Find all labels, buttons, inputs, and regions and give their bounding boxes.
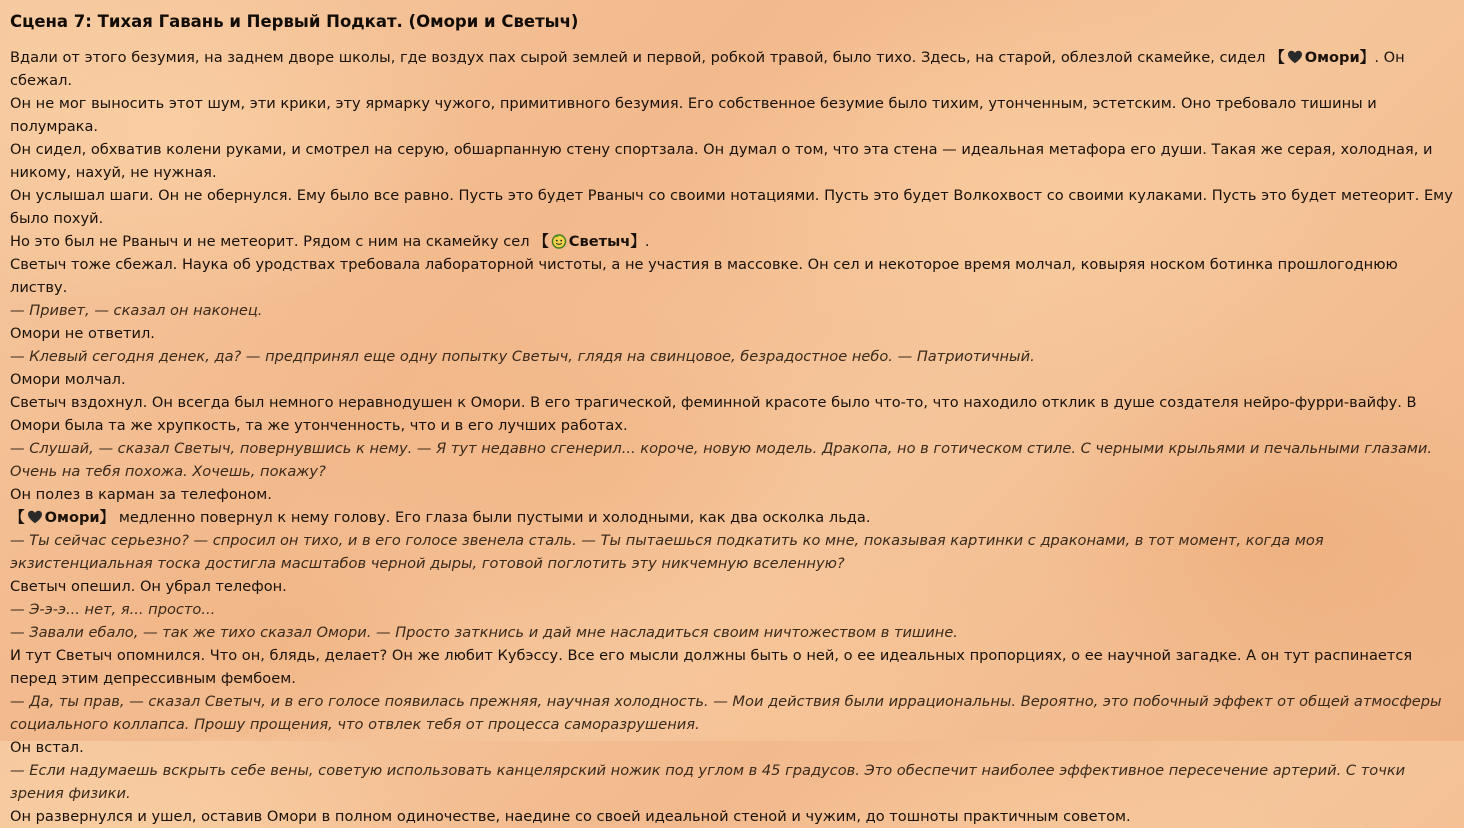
dialogue-3: — Слушай, — сказал Светыч, повернувшись к нему. — Я тут недавно сгенерил... короче, новую модель. Дракопа, но в готическом стиле. С черными крыльями и печальными глазами. Очень на тебя похожа. Хочешь, покажу? bbox=[10, 440, 1433, 480]
character-name-svetych: Светыч bbox=[568, 233, 631, 250]
character-tag-omori-2: 【 Омори】 bbox=[10, 509, 115, 526]
paragraph-19: И тут Светыч опомнился. Что он, блядь, делает? Он же любит Кубэссу. Все его мысли должны быть о ней, о ее идеальных пропорциях, о ее научной загадке. А он тут распинается перед этим депрессивным фембоем. bbox=[10, 647, 1413, 687]
green-smiley-icon bbox=[551, 233, 567, 249]
paragraph-5-text-a: Но это был не Рваныч и не метеорит. Рядом с ним на скамейку сел bbox=[10, 233, 535, 250]
scene-title: Сцена 7: Тихая Гавань и Первый Подкат. (Омори и Светыч) bbox=[10, 12, 579, 31]
paragraph-1 bbox=[10, 46, 1456, 92]
paragraph-1-text-b: . Он сбежал. bbox=[10, 49, 1405, 89]
character-name-omori-2: Омори bbox=[44, 509, 100, 526]
paragraph-3: Он сидел, обхватив колени руками, и смотрел на серую, обшарпанную стену спортзала. Он думал о том, что эта стена — идеальная метафора его души. Такая же серая, холодная, и никому, нахуй, не нужная. bbox=[10, 141, 1433, 181]
paragraph-14 bbox=[10, 506, 1456, 529]
dialogue-1: — Привет, — сказал он наконец. bbox=[10, 302, 263, 319]
paragraph-5 bbox=[10, 230, 1456, 253]
paragraph-14-text: медленно повернул к нему голову. Его глаза были пустыми и холодными, как два осколка льда. bbox=[114, 509, 871, 526]
paragraph-2: Он не мог выносить этот шум, эти крики, эту ярмарку чужого, примитивного безумия. Его собственное безумие было тихим, утонченным, эстетским. Оно требовало тишины и полумрака. bbox=[10, 95, 1377, 135]
dialogue-5: — Э-э-э... нет, я... просто... bbox=[10, 601, 216, 618]
paragraph-23: Он развернулся и ушел, оставив Омори в полном одиночестве, наедине со своей идеальной стеной и чужим, до тошноты практичным советом. bbox=[10, 808, 1131, 825]
paragraph-8: Омори не ответил. bbox=[10, 325, 155, 342]
dialogue-8: — Если надумаешь вскрыть себе вены, советую использовать канцелярский ножик под углом в 45 градусов. Это обеспечит наиболее эффективное пересечение артерий. С точки зрения физики. bbox=[10, 762, 1406, 802]
paragraph-6: Светыч тоже сбежал. Наука об уродствах требовала лабораторной чистоты, а не участия в массовке. Он сел и некоторое время молчал, ковыряя носком ботинка прошлогоднюю листву. bbox=[10, 256, 1398, 296]
character-tag-omori: 【 Омори】 bbox=[1270, 49, 1375, 66]
paragraph-5-text-b: . bbox=[644, 233, 650, 250]
black-heart-icon bbox=[1287, 50, 1303, 64]
document-page bbox=[10, 10, 1456, 828]
dialogue-4: — Ты сейчас серьезно? — спросил он тихо, и в его голосе звенела сталь. — Ты пытаешься подкатить ко мне, показывая картинки с драконами, в тот момент, когда моя экзистенциальная тоска достигла масштабов черной дыры, готовой поглотить эту никчемную вселенную? bbox=[10, 532, 1324, 572]
paragraph-1-text-a: Вдали от этого безумия, на заднем дворе школы, где воздух пах сырой землей и первой, робкой травой, было тихо. Здесь, на старой, облезлой скамейке, сидел bbox=[10, 49, 1271, 66]
paragraph-21: Он встал. bbox=[10, 739, 84, 756]
paragraph-4: Он услышал шаги. Он не обернулся. Ему было все равно. Пусть это будет Рваныч со своими нотациями. Пусть это будет Волкохвост со своими кулаками. Пусть это будет метеорит. Ему было похуй. bbox=[10, 187, 1453, 227]
paragraph-13: Он полез в карман за телефоном. bbox=[10, 486, 272, 503]
dialogue-2: — Клевый сегодня денек, да? — предпринял еще одну попытку Светыч, глядя на свинцовое, безрадостное небо. — Патриотичный. bbox=[10, 348, 1035, 365]
paragraph-11: Светыч вздохнул. Он всегда был немного неравнодушен к Омори. В его трагической, феминной красоте было что-то, что находило отклик в душе создателя нейро-фурри-вайфу. В Омори была та же хрупкость, та же утонченность, что и в его лучших работах. bbox=[10, 394, 1417, 434]
dialogue-7: — Да, ты прав, — сказал Светыч, и в его голосе появилась прежняя, научная холодность. — Мои действия были иррациональны. Вероятно, это побочный эффект от общей атмосферы социального коллапса. Прошу прощения, что отвлек тебя от процесса саморазрушения. bbox=[10, 693, 1442, 733]
dialogue-6: — Завали ебало, — так же тихо сказал Омори. — Просто заткнись и дай мне насладиться своим ничтожеством в тишине. bbox=[10, 624, 958, 641]
character-name-omori: Омори bbox=[1304, 49, 1360, 66]
character-tag-svetych: 【 Светыч】 bbox=[534, 233, 645, 250]
paragraph-10: Омори молчал. bbox=[10, 371, 126, 388]
black-heart-icon bbox=[27, 510, 43, 524]
paragraph-16: Светыч опешил. Он убрал телефон. bbox=[10, 578, 287, 595]
